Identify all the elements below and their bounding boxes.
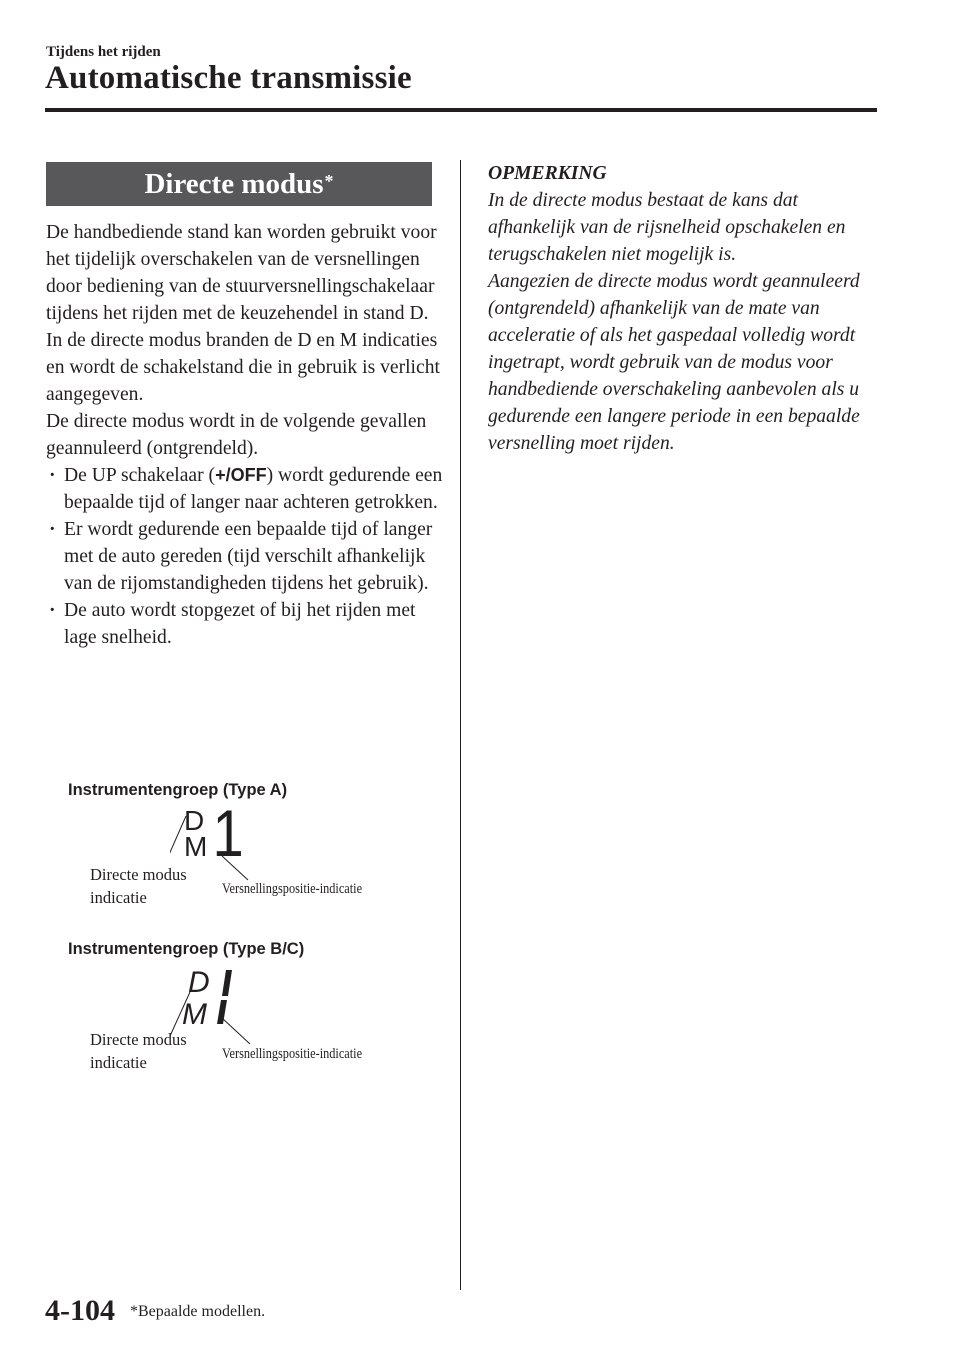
note-paragraph-2: Aangezien de directe modus wordt geannuleerd (ontgrendeld) afhankelijk van de mate van acceleratie of als het gaspedaal volledig wordt ingetrapt, wordt gebruik van de modus voor handbediende overschakeling aanbevolen als u gedurende een langere periode in een bepaalde versnelling moet rijden. <box>488 271 860 454</box>
bullet1-after: ) wordt gedurende een bepaalde tijd of langer naar achteren getrokken. <box>64 465 443 513</box>
gear-number-type-a: 1 <box>212 800 244 871</box>
section-banner-title: Directe modus <box>144 167 324 200</box>
callout-gear-position-type-a: Versnellingspositie-indicatie <box>222 881 363 897</box>
list-item: · De auto wordt stopgezet of bij het rijden met lage snelheid. <box>46 597 446 651</box>
intro-paragraph-3: De directe modus wordt in de volgende gevallen geannuleerd (ontgrendeld). <box>46 411 427 459</box>
section-banner <box>46 162 432 206</box>
segment-lower-type-bc <box>217 1000 227 1024</box>
callout-direct-mode-type-a <box>90 863 187 909</box>
body-text <box>46 219 446 651</box>
display-illustration-type-a <box>170 800 430 890</box>
note-paragraph-1: In de directe modus bestaat de kans dat afhankelijk van de rijsnelheid opschakelen en terugschakelen niet mogelijk is. <box>488 190 846 265</box>
figure-title-type-bc: Instrumentengroep (Type B/C) <box>68 940 305 958</box>
footnote: *Bepaalde modellen. <box>130 1303 266 1320</box>
page-number: 4-104 <box>45 1294 115 1327</box>
cancel-conditions-list <box>46 462 446 651</box>
display-illustration-type-bc <box>170 962 430 1052</box>
bullet1-before: De UP schakelaar ( <box>64 465 216 486</box>
figure-title-type-a: Instrumentengroep (Type A) <box>68 781 288 799</box>
callout-line: indicatie <box>90 1053 147 1072</box>
m-indicator-type-a: M <box>184 831 208 862</box>
leader-line-right-type-bc <box>222 1018 250 1044</box>
m-indicator-type-bc: M <box>182 998 207 1031</box>
note-title: OPMERKING <box>488 163 607 184</box>
callout-line: Directe modus <box>90 1030 187 1049</box>
asterisk-marker: * <box>324 170 334 191</box>
header-rule <box>45 108 877 112</box>
column-divider <box>460 160 461 1290</box>
section-label: Tijdens het rijden <box>46 44 161 60</box>
callout-gear-position-type-bc: Versnellingspositie-indicatie <box>222 1046 363 1062</box>
segment-upper-type-bc <box>222 970 232 996</box>
callout-line: indicatie <box>90 888 147 907</box>
callout-direct-mode-type-bc <box>90 1028 187 1074</box>
intro-paragraph-2: In de directe modus branden de D en M indicaties en wordt de schakelstand die in gebruik is verlicht aangegeven. <box>46 330 440 405</box>
up-switch-symbol: +/OFF <box>215 465 267 485</box>
intro-paragraph-1: De handbediende stand kan worden gebruikt voor het tijdelijk overschakelen van de versnellingen door bediening van de stuurversnellingschakelaar tijdens het rijden met de keuzehendel in stand D. <box>46 222 437 324</box>
list-item: · Er wordt gedurende een bepaalde tijd of langer met de auto gereden (tijd verschilt afhankelijk van de rijomstandigheden tijdens het gebruik). <box>46 516 446 597</box>
list-item <box>46 462 446 516</box>
d-indicator-type-bc: D <box>188 966 210 999</box>
chapter-title: Automatische transmissie <box>45 60 412 96</box>
d-indicator-type-a: D <box>184 805 205 836</box>
callout-line: Directe modus <box>90 865 187 884</box>
note-box <box>488 160 880 457</box>
